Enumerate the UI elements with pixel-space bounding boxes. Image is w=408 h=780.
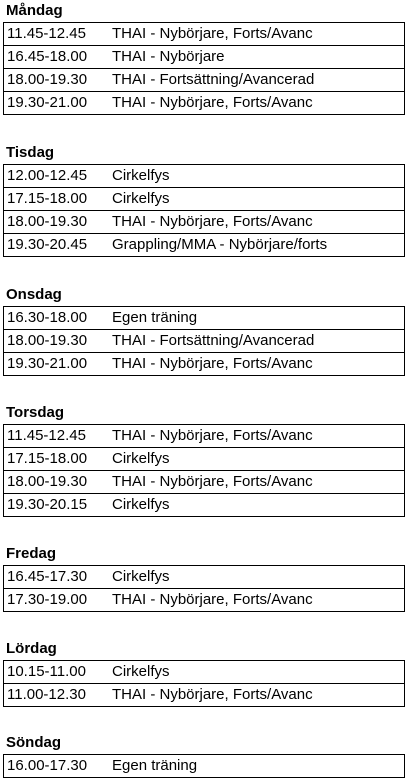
session-activity: Grappling/MMA - Nybörjare/forts [112, 236, 328, 253]
session-table [3, 565, 405, 612]
session-time: 19.30-21.00 [7, 355, 88, 372]
session-time: 18.00-19.30 [7, 71, 88, 88]
session-row [4, 91, 404, 114]
day-block [0, 142, 408, 257]
session-activity: Egen träning [112, 309, 198, 326]
session-row [4, 683, 404, 706]
day-block [0, 0, 408, 115]
session-activity: THAI - Fortsättning/Avancerad [112, 332, 315, 349]
session-time: 18.00-19.30 [7, 213, 88, 230]
session-time: 11.45-12.45 [7, 427, 86, 444]
session-row [4, 233, 404, 256]
session-time: 16.00-17.30 [7, 757, 88, 774]
session-time: 16.45-17.30 [7, 568, 88, 585]
session-activity: THAI - Nybörjare, Forts/Avanc [112, 94, 313, 111]
session-table [3, 754, 405, 778]
session-activity: THAI - Nybörjare, Forts/Avanc [112, 591, 313, 608]
session-time: 17.15-18.00 [7, 450, 88, 467]
session-row [4, 755, 404, 777]
session-row [4, 352, 404, 375]
session-activity: THAI - Nybörjare, Forts/Avanc [112, 473, 313, 490]
day-title: Söndag [6, 734, 61, 751]
day-title: Måndag [6, 2, 63, 19]
session-activity: THAI - Nybörjare, Forts/Avanc [112, 686, 313, 703]
session-time: 16.30-18.00 [7, 309, 88, 326]
session-row [4, 165, 404, 187]
session-activity: THAI - Nybörjare, Forts/Avanc [112, 25, 313, 42]
session-time: 10.15-11.00 [7, 663, 86, 680]
session-table [3, 424, 405, 517]
session-row [4, 447, 404, 470]
session-activity: THAI - Nybörjare, Forts/Avanc [112, 427, 313, 444]
session-table [3, 22, 405, 115]
session-time: 16.45-18.00 [7, 48, 88, 65]
session-activity: THAI - Nybörjare, Forts/Avanc [112, 213, 313, 230]
session-activity: Egen träning [112, 757, 198, 774]
session-row [4, 307, 404, 329]
day-block [0, 284, 408, 376]
session-time: 11.00-12.30 [7, 686, 86, 703]
session-activity: Cirkelfys [112, 167, 170, 184]
day-block [0, 638, 408, 707]
session-time: 17.15-18.00 [7, 190, 88, 207]
session-row [4, 187, 404, 210]
day-title: Onsdag [6, 286, 62, 303]
session-time: 19.30-21.00 [7, 94, 88, 111]
session-activity: THAI - Fortsättning/Avancerad [112, 71, 315, 88]
session-table [3, 660, 405, 707]
session-activity: Cirkelfys [112, 190, 170, 207]
session-activity: THAI - Nybörjare [112, 48, 225, 65]
session-activity: Cirkelfys [112, 450, 170, 467]
day-title: Lördag [6, 640, 57, 657]
session-row [4, 210, 404, 233]
day-title: Torsdag [6, 404, 65, 421]
session-table [3, 306, 405, 376]
session-time: 12.00-12.45 [7, 167, 88, 184]
session-activity: Cirkelfys [112, 663, 170, 680]
session-row [4, 661, 404, 683]
session-row [4, 329, 404, 352]
session-row [4, 588, 404, 611]
day-block [0, 402, 408, 517]
day-block [0, 543, 408, 612]
session-time: 19.30-20.15 [7, 496, 88, 513]
session-time: 18.00-19.30 [7, 332, 88, 349]
day-block [0, 732, 408, 778]
session-time: 17.30-19.00 [7, 591, 88, 608]
day-title: Tisdag [6, 144, 55, 161]
session-row [4, 45, 404, 68]
session-activity: Cirkelfys [112, 568, 170, 585]
session-time: 11.45-12.45 [7, 25, 86, 42]
session-row [4, 470, 404, 493]
day-title: Fredag [6, 545, 57, 562]
session-time: 19.30-20.45 [7, 236, 88, 253]
session-activity: THAI - Nybörjare, Forts/Avanc [112, 355, 313, 372]
session-row [4, 23, 404, 45]
session-row [4, 425, 404, 447]
session-row [4, 68, 404, 91]
session-activity: Cirkelfys [112, 496, 170, 513]
session-table [3, 164, 405, 257]
session-row [4, 493, 404, 516]
session-row [4, 566, 404, 588]
session-time: 18.00-19.30 [7, 473, 88, 490]
